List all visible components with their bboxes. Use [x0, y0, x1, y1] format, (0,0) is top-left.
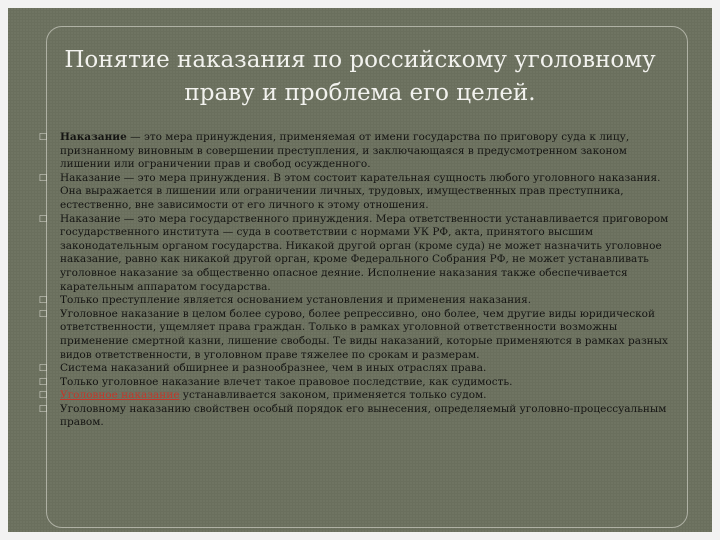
- item-text: Уголовному наказанию свойствен особый порядок его вынесения, определяемый уголовно-процессуальным правом.: [60, 402, 667, 429]
- list-item: [38, 171, 675, 213]
- slide-title: [30, 44, 690, 110]
- item-text: Уголовное наказание в целом более сурово, более репрессивно, оно более, чем другие виды юридической ответственности, ущемляет права граждан. Только в рамках уголовной ответственности возможны применение смертной казни, лишение свободы. Те виды наказаний, которые применяются в рамках разных видов ответственности, в уголовном праве тяжелее по срокам и размерам.: [60, 307, 668, 361]
- item-text: Наказание — это мера принуждения. В этом состоит карательная сущность любого уголовного наказания. Она выражается в лишении или ограничении личных, трудовых, имущественных прав преступника, естественно, вне зависимости от его личного к этому отношения.: [60, 171, 661, 211]
- bullet-icon: □: [38, 308, 48, 319]
- bullet-icon: □: [38, 172, 48, 183]
- list-item: [38, 362, 675, 376]
- list-item: [38, 389, 675, 403]
- bullet-icon: □: [38, 295, 48, 306]
- list-item: [38, 307, 675, 362]
- item-text: Только преступление является основанием установления и применения наказания.: [60, 294, 532, 307]
- item-text: Система наказаний обширнее и разнообразнее, чем в иных отраслях права.: [60, 362, 487, 375]
- bullet-icon: □: [38, 132, 48, 142]
- item-text: устанавливается законом, применяется только судом.: [179, 389, 487, 402]
- title-line-2: праву и проблема его целей.: [184, 80, 536, 106]
- list-item: [38, 294, 675, 308]
- bullet-icon: □: [38, 403, 48, 414]
- title-line-1: Понятие наказания по российскому уголовному: [64, 47, 656, 73]
- bullet-icon: □: [38, 213, 48, 224]
- list-item: [38, 131, 675, 172]
- bullet-icon: □: [38, 390, 48, 401]
- list-item: [38, 402, 675, 430]
- list-item: [38, 375, 675, 390]
- item-text: — это мера принуждения, применяемая от имени государства по приговору суда к лицу, признанному виновным в совершении преступления, и заключающаяся в предусмотренном законом лишении или ограничении прав и свобод осужденного.: [60, 131, 630, 171]
- term-bold: Наказание: [60, 131, 127, 143]
- bullet-icon: □: [38, 376, 48, 387]
- bullet-list: [38, 131, 675, 430]
- item-text: Наказание — это мера государственного принуждения. Мера ответственности устанавливается приговором государственного института — суда в соответствии с нормами УК РФ, акта, принятого высшим законодательным органом государства. Никакой другой орган (кроме суда) не может назначить уголовное наказание, равно как никакой другой орган, кроме Федерального Собрания РФ, не может устанавливать уголовное наказание за общественно опасное деяние. Исполнение наказания также обеспечивается карательным аппаратом государства.: [60, 212, 669, 293]
- list-item: [38, 212, 675, 295]
- term-link[interactable]: Уголовное наказание: [60, 389, 180, 402]
- bullet-icon: □: [38, 363, 48, 374]
- item-text: Только уголовное наказание влечет такое правовое последствие, как судимость.: [60, 375, 513, 388]
